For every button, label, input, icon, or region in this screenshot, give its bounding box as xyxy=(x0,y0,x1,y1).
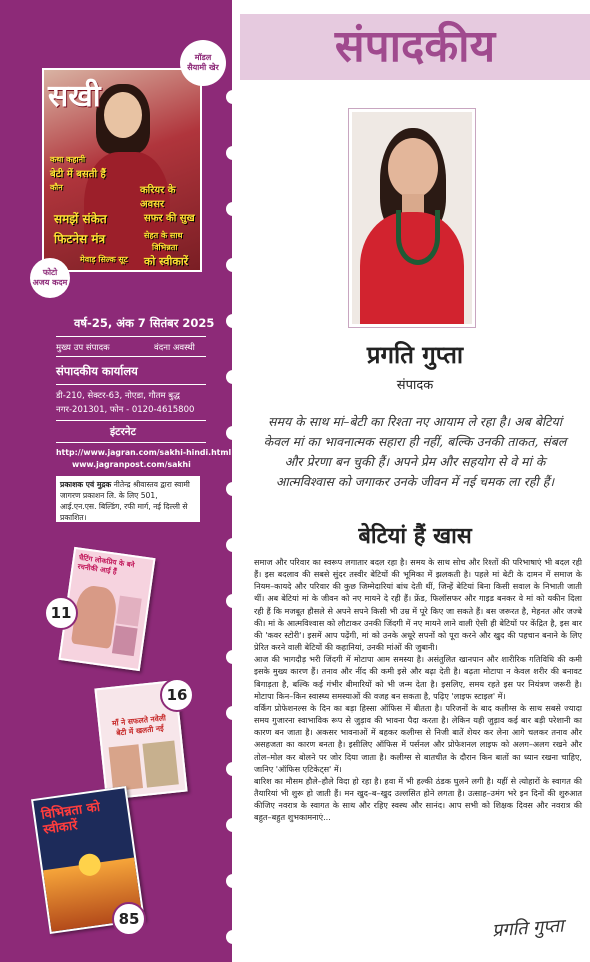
scalloped-edge xyxy=(226,0,240,962)
cover-line: मेवाड़ सिल्क सूट xyxy=(80,255,128,264)
cover-line: बेटी में बसती हैं xyxy=(50,169,106,180)
website-link-2[interactable]: www.jagranpost.com/sakhi xyxy=(72,460,191,469)
cover-line: सेहत के साथ xyxy=(144,231,183,240)
body-paragraph: वर्किंग प्रोफेशनल्स के दिन का बड़ा हिस्सा ऑफिस में बीतता है। परिजनों के बाद कलीग्स के साथ सबसे ज्यादा समय गुजारना स्वाभाविक रूप से जुड़ाव की भावना पैदा करता है। लेकिन यही जुड़ाव कई बार बड़ी परेशानी का कारण बन जाता है। अकसर भावनाओं में बहकर कलीग्स से निजी बातें शेयर कर लेना आगे चलकर तनाव और असहजता का कारण बनता है। इसीलिए ऑफिस में पर्सनल और प्रोफेशनल लाइफ को अलग–अलग रखने और तोल–मोल कर बोलने पर जोर दिया जाता है। कलीग्स से बातचीत के दौरान किन बातों का ध्यान रखना चाहिए, जानिए 'ऑफिस एटिकेट्स' में। xyxy=(254,702,582,774)
cover-line: कथा कहानी xyxy=(50,155,86,164)
divider xyxy=(56,442,206,443)
editorial-body xyxy=(254,556,582,823)
editorial-subheading: बेटियां हैं खास xyxy=(358,523,472,549)
publisher-text: नीतेन्द्र श्रीवास्तव द्वारा स्वामी जागरण प्रकाशन लि. के लिए 501, आई.एन.एस. बिल्डिंग, रफी मार्ग, नई दिल्ली से प्रकाशित। xyxy=(60,480,190,522)
publisher-box xyxy=(56,476,200,522)
scallop-dot xyxy=(226,930,240,944)
editorial-intro: समय के साथ मां–बेटी का रिश्ता नए आयाम ले रहा है। अब बेटियां केवल मां का भावनात्मक सहारा ही नहीं, बल्कि उनकी ताकत, संबल और प्रेरणा बन चुकी हैं। अपने प्रेम और सहयोग से वे मां के आत्मविश्वास को जगाकर उनके जीवन में नई चमक ला रही हैं। xyxy=(263,414,567,489)
photo-credit-badge: फोटो अजय कदम xyxy=(30,258,70,298)
divider xyxy=(56,420,206,421)
scallop-dot xyxy=(226,594,240,608)
page-number-badge: 85 xyxy=(112,902,146,936)
publisher-label: प्रकाशक एवं मुद्रक xyxy=(60,480,112,489)
divider xyxy=(56,356,206,357)
scallop-dot xyxy=(226,90,240,104)
scallop-dot xyxy=(226,426,240,440)
address-line-2: नगर-201301, फोन - 0120-4615800 xyxy=(56,405,195,415)
cover-line: सफर की सुख xyxy=(144,213,195,224)
scallop-dot xyxy=(226,202,240,216)
thumbnail-headline: माँ ने सफलते नवेली बेटी में खलती नई xyxy=(111,713,167,738)
author-role: संपादक xyxy=(396,378,434,393)
scallop-dot xyxy=(226,874,240,888)
scallop-dot xyxy=(226,706,240,720)
scallop-dot xyxy=(226,818,240,832)
internet-title: इंटरनेट xyxy=(110,426,136,438)
cover-line: करियर के अवसर xyxy=(140,185,176,210)
scallop-dot xyxy=(226,762,240,776)
cover-line: फिटनेस मंत्र xyxy=(54,232,106,246)
editorial-column xyxy=(240,0,590,962)
address-line-1: डी-210, सेक्टर-63, नोएडा, गौतम बुद्ध xyxy=(56,391,180,401)
website-link-1[interactable]: http://www.jagran.com/sakhi-hindi.html xyxy=(56,448,232,457)
editor-role: मुख्य उप संपादक xyxy=(56,343,110,353)
scallop-dot xyxy=(226,482,240,496)
divider xyxy=(56,336,206,337)
cover-line: को स्वीकारें xyxy=(144,255,189,268)
page-number-badge: 16 xyxy=(160,678,194,712)
scallop-dot xyxy=(226,258,240,272)
thumbnail-headline: विभिन्नता को स्वीकारें xyxy=(40,799,102,838)
model-credit-badge: मॉडल सैयामी खेर xyxy=(180,40,226,86)
author-name: प्रगति गुप्ता xyxy=(366,340,464,369)
editor-name: वंदना अवस्थी xyxy=(154,343,195,353)
cover-line: समझें संकेत xyxy=(54,212,107,226)
office-title: संपादकीय कार्यालय xyxy=(56,364,138,378)
divider xyxy=(56,384,206,385)
page-number-badge: 11 xyxy=(44,596,78,630)
left-panel xyxy=(0,0,232,962)
scallop-dot xyxy=(226,146,240,160)
cover-line: कौन xyxy=(50,183,63,192)
section-title: संपादकीय xyxy=(334,21,496,72)
issue-info: वर्ष-25, अंक 7 सितंबर 2025 xyxy=(74,316,215,330)
author-photo xyxy=(348,108,476,328)
magazine-title: सखी xyxy=(48,79,101,114)
scallop-dot xyxy=(226,538,240,552)
scallop-dot xyxy=(226,314,240,328)
body-paragraph: आज की भागदौड़ भरी जिंदगी में मोटापा आम समस्या है। असंतुलित खानपान और शारीरिक गतिविधि की कमी इसके मुख्य कारण हैं। तनाव और नींद की कमी इसे और बढ़ा देती है। बढ़ता मोटापा न केवल शरीर की बनावट बिगाड़ता है, बल्कि कई गंभीर बीमारियों को भी जन्म देता है। इसलिए, समय रहते इस पर नियंत्रण जरूरी है। मोटापा किन–किन स्वास्थ्य समस्याओं की वजह बन सकता है, पढ़िए 'लाइफ स्टाइल' में। xyxy=(254,654,582,701)
section-heading xyxy=(240,14,590,80)
magazine-cover xyxy=(42,68,202,272)
scallop-dot xyxy=(226,650,240,664)
body-paragraph: समाज और परिवार का स्वरूप लगातार बदल रहा है। समय के साथ सोच और रिश्तों की परिभाषाएं भी बदल रही हैं। इस बदलाव की सबसे सुंदर तस्वीर बेटियों की भूमिका में झलकती है। पहले मां बेटी के दामन में समाज के नियम–कायदे और परिवार की कुछ जिम्मेदारियां बांध देती थीं, जिन्हें बेटियां बिना किसी सवाल के निभाती जाती थीं। अब बेटियां मां के जीवन को नए मायने दे रही हैं। फ्रेंड, फिलॉसफर और गाइड बनकर वे मां को यकीन दिला रही हैं कि मजबूत हौसले से अपने सपने किसी भी उम्र में पूरे किए जा सकते हैं। बस जरूरत है, मेहनत और जज्बे की। मां के आत्मविश्वास को लौटाकर उनकी जिंदगी में नए मायने लाने वाली ऐसी ही बेटियों पर केंद्रित है, इस बार की 'कवर स्टोरी'। इसमें आप पढ़ेंगी, मां को उनके अधूरे सपनों को पूरा करने और खुद की पहचान बनाने के लिए प्रेरित करने वाली बेटियों की कहानियां, उनकी मांओं की जुबानी। xyxy=(254,557,582,653)
body-paragraph: बारिश का मौसम हौले–हौले विदा हो रहा है। हवा में भी हल्की ठंडक घुलने लगी है। यहीं से त्योहारों के स्वागत की तैयारियां भी शुरू हो जाती हैं। मन खुद–ब–खुद उल्लसित होने लगता है। उत्साह–उमंग भरे इन दिनों की शुरुआत कीजिए नवरात्र के स्वागत के साथ और रहिए स्वस्थ और सानंद। आप सभी को शिक्षक दिवस और नवरात्र की बहुत–बहुत शुभकामनाएं... xyxy=(254,775,582,823)
scallop-dot xyxy=(226,370,240,384)
cover-line: विभिन्नता xyxy=(152,243,178,252)
editor-signature: प्रगति गुप्ता xyxy=(491,915,565,942)
thumbnail-headline: चैटिंग लोकप्रिय के बने रचनीकी आई हैं xyxy=(77,553,135,576)
